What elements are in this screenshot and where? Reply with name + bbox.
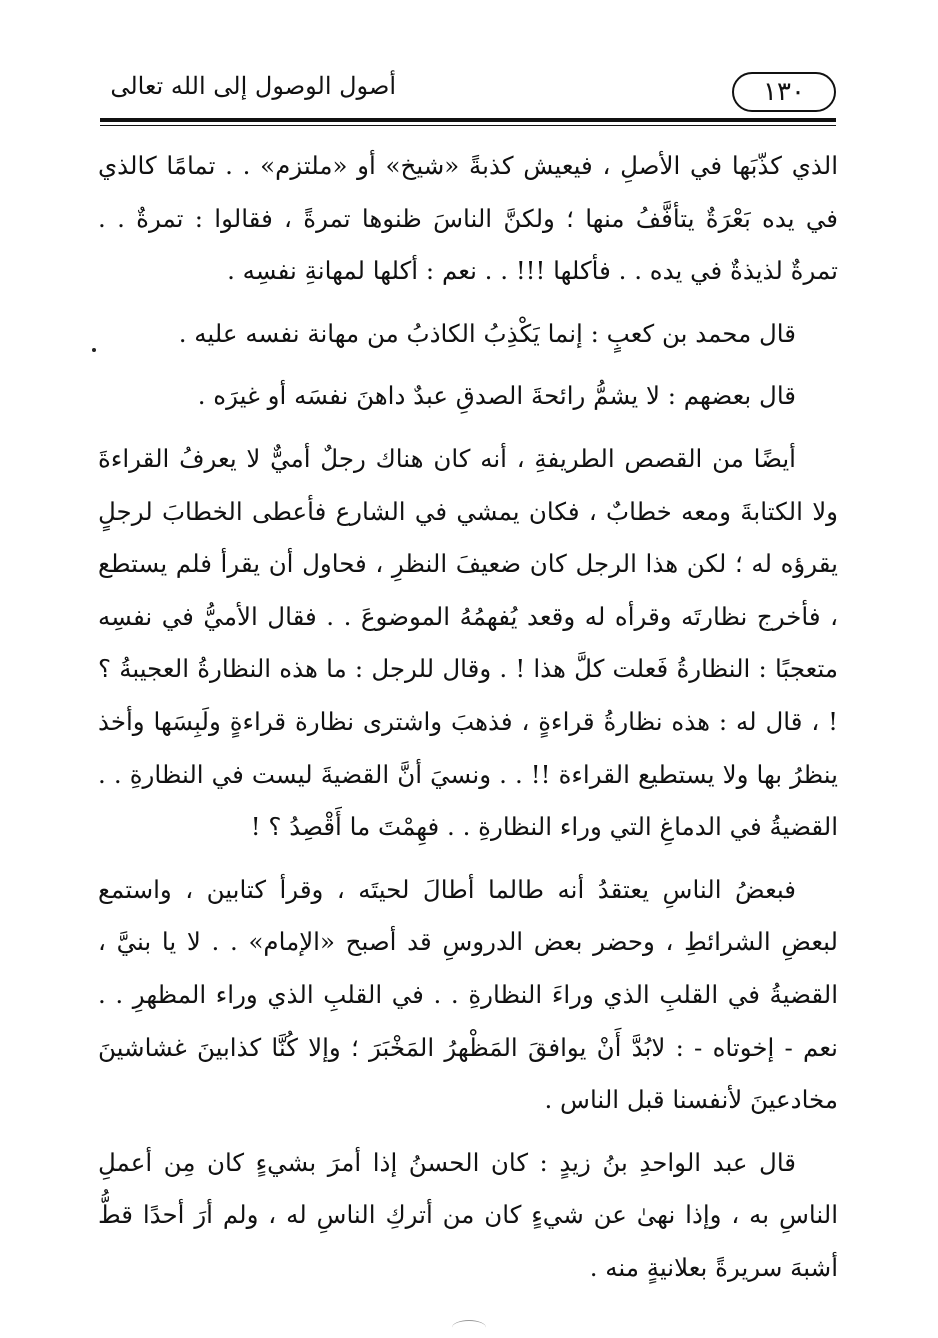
- scan-speck: [92, 348, 96, 352]
- paragraph: قال محمد بن كعبٍ : إنما يَكْذِبُ الكاذبُ من مهانة نفسه عليه .: [178, 318, 796, 348]
- paragraph: أيضًا من القصص الطريفةِ ، أنه كان هناك رجلٌ أميٌّ لا يعرفُ القراءةَ ولا الكتابةَ ومعه خطابٌ ، فكان يمشي في الشارع فأعطى الخطابَ لرجلٍ يقرؤه له ؛ لكن هذا الرجل كان ضعيفَ النظرِ ، فحاول أن يقرأ فلم يستطع ، فأخرج نظارتَه وقرأه له وقعد يُفهمُهُ الموضوعَ . . فقال الأميُّ في نفسِه متعجبًا : النظارةُ فَعلت كلَّ هذا ! . وقال للرجل : ما هذه النظارةُ العجيبةُ ؟ ! ، قال له : هذه نظارةُ قراءةٍ ، فذهبَ واشترى نظارة قراءةٍ ولَبِسَها وأخذ ينظرُ بها ولا يستطيع القراءة !! . . ونسيَ أنَّ القضيةَ ليست في النظارةِ . . القضيةُ في الدماغِ التي وراء النظارةِ . . فهِمْتَ ما أَقْصِدُ ؟ !: [98, 443, 838, 842]
- page-body: [98, 140, 838, 1304]
- page-number: ١٣٠: [732, 72, 836, 112]
- header-rule: [100, 118, 836, 122]
- paragraph: الذي كذّبَها في الأصلِ ، فيعيش كذبةً «شيخ» أو «ملتزم» . . تمامًا كالذي في يده بَعْرَةٌ يتأفَّفُ منها ؛ ولكنَّ الناسَ ظنوها تمرةً ، فقالوا : تمرةٌ . . تمرةٌ لذيذةٌ في يده . . فأكلها !!! . . نعم : أكلها لمهانةِ نفسِه .: [98, 151, 838, 286]
- footer-mark: [452, 1320, 486, 1335]
- header-rule-thin: [100, 125, 836, 126]
- page-header: [100, 58, 836, 116]
- paragraph: فبعضُ الناسِ يعتقدُ أنه طالما أطالَ لحيتَه ، وقرأ كتابين ، واستمع لبعضِ الشرائطِ ، وحضر بعض الدروسِ قد أصبح «الإمام» . . لا يا بنيَّ ، القضيةُ في القلبِ الذي وراءَ النظارةِ . . في القلبِ الذي وراء المظهرِ . . نعم - إخوتاه - : لابُدَّ أَنْ يوافقَ المَظْهرُ المَخْبَرَ ؛ وإلا كُنَّا كذابينَ غشاشينَ مخادعينَ لأنفسنا قبل الناس .: [98, 874, 838, 1115]
- paragraph: قال بعضهم : لا يشمُّ رائحةَ الصدقِ عبدٌ داهنَ نفسَه أو غيرَه .: [197, 381, 796, 411]
- running-title: أصول الوصول إلى الله تعالى: [110, 72, 396, 100]
- paragraph: قال عبد الواحدِ بنُ زيدٍ : كان الحسنُ إذا أمرَ بشيءٍ كان مِن أعملِ الناسِ به ، وإذا نهىٰ عن شيءٍ كان من أتركِ الناسِ له ، ولم أرَ أحدًا قطُّ أشبهَ سريرةً بعلانيةٍ منه .: [98, 1147, 838, 1282]
